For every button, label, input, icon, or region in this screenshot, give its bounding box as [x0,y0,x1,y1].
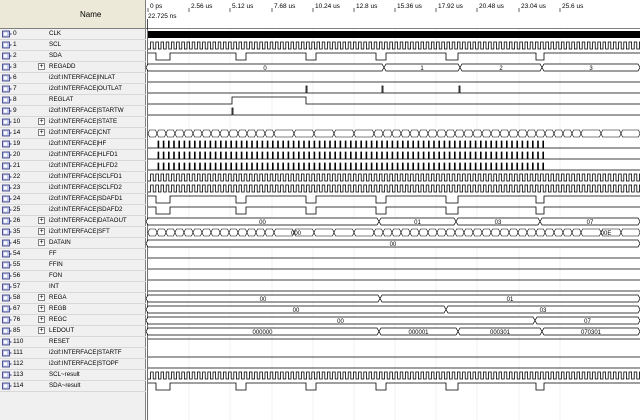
counter-segment [500,130,509,137]
counter-segment [545,229,554,236]
signal-id: 8 [13,96,17,103]
pin-icon [2,239,12,247]
signal-id: 23 [13,184,21,191]
counter-segment [354,229,374,236]
signal-name: SDA~result [49,382,81,389]
signal-name: SCL~result [49,371,80,378]
scl-waveform [148,174,640,181]
signal-name: i2cif:INTERFACE|STARTW [49,107,124,114]
counter-segment [184,130,193,137]
signal-name: RESET [49,338,70,345]
counter-segment [229,229,238,236]
bus-value-label: 000000 [252,330,273,336]
strobe-waveform [148,141,640,148]
signal-id: 85 [13,327,21,334]
counter-segment [419,130,428,137]
signal-name: i2cif:INTERFACE|SCLFD2 [49,184,122,191]
signal-name: REGLAT [49,96,74,103]
signal-name: REGADD [49,63,76,70]
signal-row[interactable] [0,227,146,238]
signal-row[interactable] [0,381,146,392]
counter-segment [294,130,314,137]
counter-segment [581,130,601,137]
counter-segment [428,229,437,236]
pin-icon [2,382,12,390]
counter-segment [220,130,229,137]
signal-name: i2cif:INTERFACE|STOPF [49,360,119,367]
signal-row[interactable] [0,161,146,172]
pin-icon [2,118,12,126]
pin-icon [2,184,12,192]
pin-icon [2,151,12,159]
bus-value-label: 000 [290,231,302,237]
pin-icon [2,74,12,82]
counter-segment [229,130,238,137]
signal-name: i2cif:INTERFACE|SCLFD1 [49,173,122,180]
signal-id: 10 [13,118,21,125]
signal-name: i2cif:INTERFACE|OUTLAT [49,85,123,92]
counter-segment [202,130,211,137]
pin-icon [2,107,12,115]
counter-segment [563,229,572,236]
counter-segment [256,229,265,236]
expand-toggle-icon[interactable]: + [39,316,44,323]
signal-row[interactable] [0,359,146,370]
pin-icon [2,206,12,214]
signal-id: 111 [13,349,23,356]
signal-id: 56 [13,272,21,279]
time-label: 23.04 us [521,3,546,10]
signal-name: REGA [49,294,67,301]
scl-waveform [148,372,640,379]
counter-segment [265,229,274,236]
signal-id: 110 [13,338,24,345]
signal-row[interactable] [0,326,146,337]
signal-id: 21 [13,162,21,169]
counter-segment [500,229,509,236]
signal-row[interactable] [0,271,146,282]
expand-toggle-icon[interactable]: + [39,294,44,301]
signal-id: 1 [13,41,17,48]
pin-icon [2,162,12,170]
counter-segment [482,229,491,236]
counter-segment [446,229,455,236]
bus-value-label: 00 [337,319,344,325]
expand-toggle-icon[interactable]: + [39,239,44,246]
counter-segment [383,229,392,236]
signal-row[interactable] [0,348,146,359]
signal-row[interactable] [0,304,146,315]
signal-row[interactable] [0,40,146,51]
name-header-label: Name [80,10,102,19]
scl-waveform [148,42,640,49]
signal-row[interactable] [0,139,146,150]
counter-segment [545,130,554,137]
signal-id: 45 [13,239,21,246]
signal-name: i2cif:INTERFACE|HF [49,140,107,147]
pin-icon [2,316,12,324]
counter-segment [428,130,437,137]
signal-name: CLK [49,30,62,37]
signal-row[interactable] [0,172,146,183]
signal-id: 3 [13,63,17,70]
counter-segment [148,130,157,137]
signal-row[interactable] [0,95,146,106]
counter-segment [238,130,247,137]
pin-icon [2,283,12,291]
counter-segment [175,130,184,137]
counter-segment [247,130,256,137]
signal-name: FFIN [49,261,63,268]
pin-icon [2,228,12,236]
signal-name: i2cif:INTERFACE|SDAFD2 [49,206,123,213]
counter-segment [166,130,175,137]
counter-segment [247,229,256,236]
pin-icon [2,217,12,225]
counter-segment [202,229,211,236]
signal-name: FF [49,250,57,257]
sda-waveform [148,53,640,60]
bus-value-label: 000301 [489,330,511,336]
signal-row[interactable] [0,370,146,381]
sda-waveform [148,196,640,203]
counter-segment [509,130,518,137]
counter-segment [536,229,545,236]
pin-icon [2,360,12,368]
pin-icon [2,140,12,148]
signal-id: 54 [13,250,21,257]
signal-name: i2cif:INTERFACE|STATE [49,118,118,125]
signal-id: 55 [13,261,21,268]
signal-id: 114 [13,382,24,389]
time-label: 2.56 us [191,3,213,10]
signal-row[interactable] [0,62,146,73]
counter-segment [220,229,229,236]
signal-row[interactable] [0,249,146,260]
clock-waveform [148,31,640,38]
signal-row[interactable] [0,216,146,227]
bus-value-label: 00 [259,297,267,303]
signal-row[interactable] [0,150,146,161]
signal-row[interactable] [0,260,146,271]
bus-value-label: 000001 [408,330,429,336]
signal-name: i2cif:INTERFACE|SDAFD1 [49,195,123,202]
counter-segment [437,229,446,236]
signal-row[interactable] [0,293,146,304]
signal-id: 7 [13,85,17,92]
pin-icon [2,338,12,346]
signal-id: 24 [13,195,21,202]
bus-value-label: 00 [389,242,397,248]
counter-segment [374,130,383,137]
strobe-waveform [148,163,640,170]
bus-value-label: 00 [259,220,266,226]
counter-segment [256,130,265,137]
pin-icon [2,195,12,203]
signal-name: SDA [49,52,62,59]
signal-id: 35 [13,228,21,235]
signal-name: i2cif:INTERFACE|CNT [49,129,111,136]
signal-id: 22 [13,173,21,180]
signal-name-panel [0,0,146,420]
signal-name: i2cif:INTERFACE|DATAOUT [49,217,127,224]
bus-value-label: 00E [600,231,612,237]
counter-segment [157,130,166,137]
signal-name: SCL [49,41,62,48]
signal-id: 2 [13,52,17,59]
bus-value-label: 07 [586,220,594,226]
counter-segment [392,229,401,236]
signal-id: 76 [13,316,21,323]
pin-icon [2,250,12,258]
counter-segment [455,130,464,137]
expand-toggle-icon[interactable]: + [39,118,44,125]
bus-value-label: 03 [494,220,502,226]
bus-value-label: 00 [292,308,300,314]
time-label: 7.68 us [274,3,296,10]
expand-toggle-icon[interactable]: + [39,129,44,136]
counter-segment [193,130,202,137]
bus-value-label: 01 [414,220,421,226]
time-label: 20.48 us [479,3,504,10]
cursor-time-readout: 22.725 ns [148,13,177,20]
counter-segment [581,229,601,236]
counter-segment [211,130,220,137]
signal-id: 25 [13,206,21,213]
counter-segment [601,130,621,137]
signal-name: LEDOUT [49,327,75,334]
counter-segment [419,229,428,236]
signal-name: i2cif:INTERFACE|STARTF [49,349,122,356]
expand-toggle-icon[interactable]: + [39,63,44,70]
signal-row[interactable] [0,51,146,62]
counter-segment [334,229,354,236]
sda-waveform [148,383,640,390]
signal-row[interactable] [0,205,146,216]
counter-segment [473,229,482,236]
signal-id: 58 [13,294,21,301]
signal-row[interactable] [0,106,146,117]
signal-row[interactable] [0,128,146,139]
counter-segment [410,130,419,137]
signal-name: i2cif:INTERFACE|SFT [49,228,110,235]
pin-icon [2,294,12,302]
signal-row[interactable] [0,183,146,194]
waveform-panel[interactable] [146,0,640,420]
startw-waveform [148,108,640,115]
counter-segment [518,229,527,236]
signal-name: i2cif:INTERFACE|HLFD2 [49,162,118,169]
signal-row[interactable] [0,84,146,95]
signal-row[interactable] [0,73,146,84]
counter-segment [401,229,410,236]
name-column-header[interactable] [0,0,145,29]
counter-segment [175,229,184,236]
counter-segment [238,229,247,236]
bus-value-label: 0 [263,66,267,72]
signal-name: REGC [49,316,67,323]
signal-row[interactable] [0,194,146,205]
counter-segment [518,130,527,137]
signal-name: INT [49,283,59,290]
counter-segment [274,130,294,137]
counter-segment [572,229,581,236]
signal-id: 26 [13,217,21,224]
expand-toggle-icon[interactable]: + [39,228,44,235]
pin-icon [2,41,12,49]
pin-icon [2,30,12,38]
signal-name: i2cif:INTERFACE|INLAT [49,74,116,81]
signal-id: 112 [13,360,24,367]
signal-name: FON [49,272,63,279]
time-label: 0 ps [150,3,163,10]
counter-segment [554,130,563,137]
strobe-waveform [148,152,640,159]
counter-segment [455,229,464,236]
pin-icon [2,173,12,181]
bus-value-label: 1 [420,66,424,72]
bus-value-label: 07 [584,319,591,325]
signal-row[interactable] [0,282,146,293]
counter-segment [491,229,500,236]
counter-segment [148,229,157,236]
pin-icon [2,272,12,280]
counter-segment [314,130,334,137]
time-label: 10.24 us [315,3,340,10]
counter-segment [314,229,334,236]
counter-segment [392,130,401,137]
time-label: 12.8 us [356,3,378,10]
counter-segment [527,229,536,236]
counter-segment [334,130,354,137]
signal-row[interactable] [0,238,146,249]
counter-segment [437,130,446,137]
time-label: 15.36 us [397,3,422,10]
signal-id: 14 [13,129,21,136]
counter-segment [211,229,220,236]
counter-segment [184,229,193,236]
counter-segment [157,229,166,236]
counter-segment [374,229,383,236]
signal-name: i2cif:INTERFACE|HLFD1 [49,151,118,158]
pin-icon [2,96,12,104]
time-label: 17.92 us [438,3,463,10]
signal-row[interactable] [0,117,146,128]
signal-id: 67 [13,305,21,312]
counter-segment [354,130,374,137]
counter-segment [536,130,545,137]
counter-segment [572,130,581,137]
counter-segment [464,130,473,137]
expand-toggle-icon[interactable]: + [39,327,44,334]
counter-segment [446,130,455,137]
counter-segment [383,130,392,137]
signal-name: DATAIN [49,239,71,246]
sda-waveform [148,207,640,214]
bus-value-label: 3 [589,66,593,72]
pin-icon [2,349,12,357]
pin-icon [2,63,12,71]
time-label: 25.6 us [562,3,584,10]
counter-segment [621,130,640,137]
signal-row[interactable] [0,315,146,326]
bus-value-label: 03 [539,308,547,314]
pin-icon [2,261,12,269]
counter-segment [563,130,572,137]
pin-icon [2,129,12,137]
bus-value-label: 070301 [580,330,602,336]
expand-toggle-icon[interactable]: + [39,217,44,224]
counter-segment [509,229,518,236]
counter-segment [473,130,482,137]
pin-icon [2,85,12,93]
counter-segment [410,229,419,236]
expand-toggle-icon[interactable]: + [39,305,44,312]
time-label: 5.12 us [232,3,254,10]
signal-id: 19 [13,140,21,147]
pin-icon [2,327,12,335]
pin-icon [2,52,12,60]
counter-segment [265,130,274,137]
signal-name: REGB [49,305,67,312]
counter-segment [491,130,500,137]
counter-segment [482,130,491,137]
signal-id: 9 [13,107,17,114]
signal-id: 57 [13,283,21,290]
counter-segment [166,229,175,236]
pulse-waveform [148,86,640,93]
signal-row[interactable] [0,29,146,40]
bus-value-label: 2 [499,66,503,72]
counter-segment [193,229,202,236]
pin-icon [2,305,12,313]
bus-value-label: 01 [506,297,514,303]
pin-icon [2,371,12,379]
signal-id: 113 [13,371,24,378]
signal-id: 0 [13,30,17,37]
signal-id: 20 [13,151,21,158]
counter-segment [464,229,473,236]
signal-id: 6 [13,74,17,81]
counter-segment [527,130,536,137]
counter-segment [401,130,410,137]
scl-waveform [148,185,640,192]
counter-segment [621,229,640,236]
signal-row[interactable] [0,337,146,348]
reglat-waveform [148,97,640,104]
waveform-canvas[interactable] [146,0,640,420]
counter-segment [554,229,563,236]
